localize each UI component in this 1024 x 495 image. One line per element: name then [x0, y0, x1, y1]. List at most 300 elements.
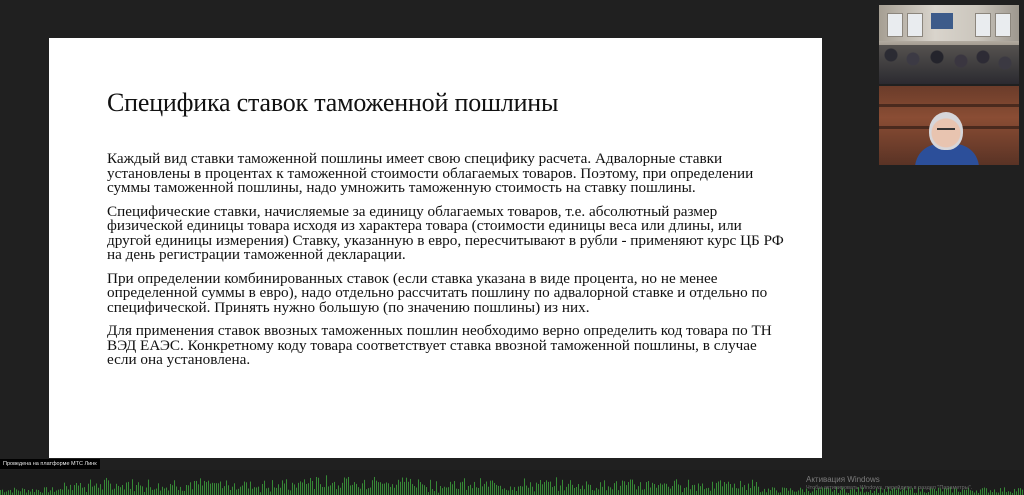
waveform-bar — [560, 485, 561, 495]
waveform-bar — [6, 492, 7, 495]
waveform-bar — [396, 485, 397, 495]
waveform-bar — [38, 490, 39, 495]
waveform-bar — [610, 487, 611, 495]
waveform-bar — [540, 480, 541, 495]
waveform-bar — [562, 480, 563, 495]
waveform-bar — [160, 491, 161, 495]
waveform-bar — [116, 484, 117, 495]
waveform-bar — [306, 484, 307, 495]
waveform-bar — [380, 482, 381, 495]
waveform-bar — [142, 486, 143, 495]
waveform-bar — [264, 481, 265, 495]
waveform-bar — [80, 483, 81, 495]
waveform-bar — [644, 489, 645, 495]
waveform-bar — [796, 492, 797, 495]
waveform-bar — [254, 487, 255, 495]
waveform-bar — [1000, 488, 1001, 495]
waveform-bar — [74, 485, 75, 495]
waveform-bar — [30, 492, 31, 495]
waveform-bar — [52, 487, 53, 495]
speaker-glasses — [937, 128, 955, 134]
slide-paragraph: Каждый вид ставки таможенной пошлины имеет свою специфику расчета. Адвалорные ставки установлены в процентах к таможенной стоимости облагаемых товаров. Поэтому, при определении суммы таможенной пошлины, надо умножить таможенную стоимость на ставку пошлины. — [107, 150, 754, 196]
waveform-bar — [70, 485, 71, 495]
waveform-bar — [578, 484, 579, 495]
waveform-bar — [394, 488, 395, 495]
slide-paragraph: Для применения ставок ввозных таможенных пошлин необходимо верно определить код товара по ТН ВЭД ЕАЭС. Конкретному коду товара соответствует ставка ввозной таможенной пошлины, в случае если она установлена. — [107, 322, 772, 368]
waveform-bar — [750, 488, 751, 495]
waveform-bar — [286, 479, 287, 495]
waveform-bar — [522, 486, 523, 495]
waveform-bar — [736, 488, 737, 495]
waveform-bar — [20, 491, 21, 495]
waveform-bar — [310, 478, 311, 495]
waveform-bar — [602, 487, 603, 495]
waveform-bar — [334, 482, 335, 495]
waveform-bar — [314, 489, 315, 495]
waveform-bar — [422, 484, 423, 495]
waveform-bar — [0, 490, 1, 495]
waveform-bar — [450, 482, 451, 495]
waveform-bar — [386, 482, 387, 495]
waveform-bar — [584, 489, 585, 495]
waveform-bar — [454, 481, 455, 495]
waveform-bar — [302, 482, 303, 495]
waveform-bar — [770, 490, 771, 495]
presentation-slide — [49, 38, 822, 458]
waveform-bar — [554, 486, 555, 495]
waveform-bar — [344, 477, 345, 495]
waveform-bar — [734, 484, 735, 495]
waveform-bar — [1018, 488, 1019, 495]
waveform-bar — [104, 480, 105, 495]
waveform-bar — [234, 483, 235, 495]
waveform-bar — [544, 482, 545, 495]
waveform-bar — [534, 491, 535, 495]
waveform-bar — [274, 487, 275, 495]
waveform-bar — [190, 482, 191, 495]
waveform-bar — [478, 488, 479, 495]
waveform-bar — [740, 481, 741, 495]
waveform-bar — [860, 492, 861, 495]
waveform-bar — [272, 480, 273, 495]
waveform-bar — [238, 489, 239, 495]
waveform-bar — [288, 490, 289, 495]
waveform-bar — [66, 486, 67, 495]
window-shape — [995, 13, 1011, 37]
waveform-bar — [212, 483, 213, 495]
waveform-bar — [448, 487, 449, 495]
waveform-bar — [474, 482, 475, 495]
waveform-bar — [538, 484, 539, 495]
waveform-bar — [690, 489, 691, 495]
waveform-bar — [326, 475, 327, 495]
waveform-bar — [702, 484, 703, 495]
waveform-bar — [184, 491, 185, 495]
waveform-bar — [788, 491, 789, 495]
waveform-bar — [572, 485, 573, 495]
waveform-bar — [808, 491, 809, 495]
waveform-bar — [666, 484, 667, 495]
waveform-bar — [68, 489, 69, 495]
waveform-bar — [44, 487, 45, 495]
waveform-bar — [712, 482, 713, 495]
waveform-bar — [980, 490, 981, 495]
waveform-bar — [354, 482, 355, 495]
waveform-bar — [2, 490, 3, 495]
waveform-bar — [512, 490, 513, 495]
waveform-bar — [668, 487, 669, 495]
waveform-bar — [18, 491, 19, 495]
waveform-bar — [1014, 489, 1015, 495]
waveform-bar — [640, 482, 641, 495]
waveform-bar — [626, 485, 627, 495]
waveform-bar — [230, 490, 231, 495]
waveform-bar — [426, 487, 427, 495]
waveform-bar — [206, 482, 207, 495]
waveform-bar — [568, 484, 569, 495]
waveform-bar — [706, 488, 707, 495]
waveform-bar — [490, 481, 491, 495]
waveform-bar — [102, 490, 103, 495]
waveform-bar — [456, 489, 457, 495]
waveform-bar — [150, 487, 151, 495]
waveform-bar — [726, 484, 727, 495]
waveform-bar — [16, 489, 17, 495]
waveform-bar — [414, 486, 415, 495]
waveform-bar — [90, 480, 91, 495]
waveform-bar — [332, 483, 333, 495]
waveform-bar — [692, 485, 693, 495]
waveform-bar — [466, 490, 467, 495]
waveform-bar — [616, 481, 617, 495]
waveform-bar — [374, 477, 375, 495]
waveform-bar — [166, 488, 167, 495]
waveform-bar — [580, 489, 581, 495]
waveform-bar — [452, 484, 453, 495]
waveform-bar — [108, 480, 109, 495]
waveform-bar — [680, 485, 681, 495]
waveform-bar — [24, 489, 25, 495]
waveform-bar — [542, 484, 543, 495]
waveform-bar — [338, 485, 339, 495]
waveform-bar — [430, 480, 431, 495]
waveform-bar — [990, 490, 991, 495]
waveform-bar — [758, 487, 759, 495]
waveform-bar — [722, 486, 723, 495]
waveform-bar — [76, 483, 77, 495]
waveform-bar — [630, 480, 631, 495]
waveform-bar — [376, 481, 377, 495]
waveform-bar — [832, 492, 833, 495]
waveform-bar — [582, 486, 583, 495]
slide-body — [107, 152, 787, 377]
waveform-bar — [140, 485, 141, 495]
window-shape — [975, 13, 991, 37]
waveform-bar — [604, 480, 605, 495]
waveform-bar — [704, 489, 705, 495]
waveform-bar — [214, 483, 215, 495]
waveform-bar — [458, 489, 459, 495]
waveform-bar — [232, 487, 233, 495]
waveform-bar — [752, 480, 753, 495]
waveform-bar — [110, 484, 111, 495]
waveform-bar — [320, 484, 321, 495]
waveform-bar — [648, 481, 649, 495]
waveform-bar — [182, 491, 183, 495]
waveform-bar — [1008, 491, 1009, 495]
waveform-bar — [240, 487, 241, 495]
waveform-bar — [92, 487, 93, 495]
classroom-wall — [879, 5, 1019, 41]
waveform-bar — [694, 485, 695, 495]
waveform-bar — [58, 490, 59, 495]
platform-label: Проведена на платформе МТС Линк — [0, 459, 100, 469]
waveform-bar — [470, 485, 471, 495]
waveform-bar — [920, 492, 921, 495]
waveform-bar — [134, 491, 135, 495]
waveform-bar — [528, 488, 529, 495]
waveform-bar — [64, 483, 65, 495]
waveform-bar — [516, 491, 517, 495]
waveform-bar — [364, 480, 365, 495]
waveform-bar — [468, 486, 469, 495]
waveform-bar — [132, 479, 133, 495]
waveform-bar — [494, 483, 495, 495]
waveform-bar — [794, 492, 795, 495]
waveform-bar — [10, 490, 11, 495]
waveform-bar — [550, 482, 551, 495]
waveform-bar — [708, 488, 709, 495]
waveform-bar — [176, 486, 177, 495]
waveform-bar — [650, 488, 651, 495]
waveform-bar — [36, 490, 37, 495]
waveform-bar — [1004, 487, 1005, 495]
waveform-bar — [410, 479, 411, 495]
waveform-bar — [594, 491, 595, 495]
slide-paragraph: При определении комбинированных ставок (если ставка указана в виде процента, но не менее определенной суммы в евро), надо отдельно рассчитать пошлину по адвалорной ставке и отдельно по специфической. Принять нужно большую (по значению пошлины) из них. — [107, 269, 768, 316]
waveform-bar — [8, 490, 9, 495]
waveform-bar — [724, 482, 725, 495]
waveform-bar — [596, 488, 597, 495]
waveform-bar — [216, 483, 217, 495]
waveform-bar — [388, 483, 389, 495]
waveform-bar — [614, 483, 615, 495]
waveform-bar — [178, 490, 179, 495]
waveform-bar — [1016, 491, 1017, 495]
waveform-bar — [548, 482, 549, 495]
waveform-bar — [764, 489, 765, 495]
waveform-bar — [154, 489, 155, 495]
waveform-bar — [120, 487, 121, 495]
waveform-bar — [126, 482, 127, 495]
waveform-bar — [984, 488, 985, 495]
waveform-bar — [298, 483, 299, 495]
waveform-bar — [444, 487, 445, 495]
waveform-bar — [32, 489, 33, 495]
waveform-bar — [792, 490, 793, 495]
waveform-bar — [674, 481, 675, 495]
waveform-bar — [152, 490, 153, 495]
participant-video-classroom[interactable] — [879, 5, 1019, 84]
waveform-bar — [156, 489, 157, 495]
waveform-bar — [646, 482, 647, 495]
waveform-bar — [1022, 490, 1023, 495]
waveform-bar — [208, 481, 209, 495]
waveform-bar — [330, 485, 331, 495]
windows-activation-subtitle: Чтобы активировать Windows, перейдите в раздел "Параметры". — [806, 485, 973, 491]
waveform-bar — [976, 490, 977, 495]
waveform-bar — [566, 487, 567, 495]
waveform-bar — [432, 489, 433, 495]
waveform-bar — [658, 485, 659, 495]
waveform-bar — [710, 491, 711, 495]
waveform-bar — [280, 488, 281, 495]
waveform-bar — [684, 488, 685, 495]
waveform-bar — [84, 487, 85, 495]
waveform-bar — [296, 488, 297, 495]
waveform-bar — [900, 491, 901, 495]
waveform-bar — [424, 485, 425, 495]
waveform-bar — [218, 483, 219, 495]
waveform-bar — [480, 478, 481, 495]
waveform-bar — [328, 486, 329, 495]
participant-video-speaker[interactable] — [879, 86, 1019, 165]
waveform-bar — [130, 489, 131, 495]
slide-title: Специфика ставок таможенной пошлины — [107, 88, 559, 117]
waveform-bar — [464, 478, 465, 495]
waveform-bar — [510, 486, 511, 495]
waveform-bar — [164, 488, 165, 495]
waveform-bar — [508, 490, 509, 495]
waveform-bar — [360, 489, 361, 495]
waveform-bar — [526, 486, 527, 495]
waveform-bar — [168, 490, 169, 495]
waveform-bar — [484, 484, 485, 495]
waveform-bar — [698, 483, 699, 495]
waveform-bar — [730, 484, 731, 495]
waveform-bar — [342, 483, 343, 495]
waveform-bar — [700, 486, 701, 495]
waveform-bar — [720, 480, 721, 495]
waveform-bar — [678, 484, 679, 495]
waveform-bar — [638, 486, 639, 495]
waveform-bar — [252, 489, 253, 495]
waveform-bar — [598, 489, 599, 495]
waveform-bar — [270, 492, 271, 495]
waveform-bar — [498, 486, 499, 495]
waveform-bar — [202, 486, 203, 495]
waveform-bar — [250, 482, 251, 495]
waveform-bar — [1002, 492, 1003, 495]
waveform-bar — [642, 490, 643, 495]
waveform-bar — [744, 485, 745, 495]
waveform-bar — [324, 487, 325, 495]
waveform-bar — [718, 481, 719, 495]
waveform-bar — [546, 480, 547, 495]
waveform-bar — [664, 483, 665, 495]
waveform-bar — [768, 489, 769, 495]
waveform-bar — [874, 491, 875, 495]
waveform-bar — [352, 485, 353, 495]
waveform-bar — [636, 489, 637, 495]
waveform-bar — [446, 487, 447, 495]
waveform-bar — [124, 489, 125, 495]
waveform-bar — [106, 478, 107, 495]
waveform-bar — [936, 491, 937, 495]
waveform-bar — [618, 490, 619, 495]
waveform-bar — [1020, 488, 1021, 495]
waveform-bar — [382, 484, 383, 495]
waveform-bar — [556, 477, 557, 495]
waveform-bar — [696, 491, 697, 495]
waveform-bar — [204, 481, 205, 495]
waveform-bar — [226, 480, 227, 495]
waveform-bar — [774, 488, 775, 495]
waveform-bar — [14, 488, 15, 495]
waveform-bar — [460, 482, 461, 495]
waveform-bar — [574, 488, 575, 495]
waveform-bar — [612, 489, 613, 495]
waveform-bar — [278, 484, 279, 495]
waveform-bar — [564, 490, 565, 495]
waveform-bar — [514, 487, 515, 495]
waveform-bar — [172, 485, 173, 495]
waveform-bar — [624, 481, 625, 495]
windows-activation-title: Активация Windows — [806, 475, 880, 484]
waveform-bar — [420, 482, 421, 495]
waveform-bar — [122, 485, 123, 495]
waveform-bar — [654, 484, 655, 495]
waveform-bar — [482, 486, 483, 495]
waveform-bar — [138, 482, 139, 495]
waveform-bar — [476, 487, 477, 495]
waveform-bar — [194, 481, 195, 495]
waveform-bar — [800, 488, 801, 495]
waveform-bar — [686, 487, 687, 495]
waveform-bar — [356, 484, 357, 495]
waveform-bar — [162, 487, 163, 495]
waveform-bar — [56, 490, 57, 495]
waveform-bar — [982, 488, 983, 495]
waveform-bar — [228, 485, 229, 495]
waveform-bar — [158, 483, 159, 495]
waveform-bar — [366, 489, 367, 495]
waveform-bar — [304, 479, 305, 495]
waveform-bar — [200, 478, 201, 495]
waveform-bar — [672, 486, 673, 495]
waveform-bar — [434, 491, 435, 495]
waveform-bar — [96, 483, 97, 495]
waveform-bar — [714, 489, 715, 495]
waveform-bar — [100, 484, 101, 495]
waveform-bar — [146, 488, 147, 495]
waveform-bar — [570, 480, 571, 495]
waveform-bar — [312, 481, 313, 495]
waveform-bar — [224, 486, 225, 495]
waveform-bar — [72, 490, 73, 495]
waveform-bar — [776, 490, 777, 495]
waveform-bar — [400, 482, 401, 495]
waveform-bar — [22, 488, 23, 495]
waveform-bar — [600, 482, 601, 495]
waveform-bar — [282, 480, 283, 495]
waveform-bar — [82, 488, 83, 495]
waveform-bar — [812, 491, 813, 495]
waveform-bar — [406, 478, 407, 495]
waveform-bar — [192, 489, 193, 495]
waveform-bar — [634, 484, 635, 495]
waveform-bar — [632, 480, 633, 495]
